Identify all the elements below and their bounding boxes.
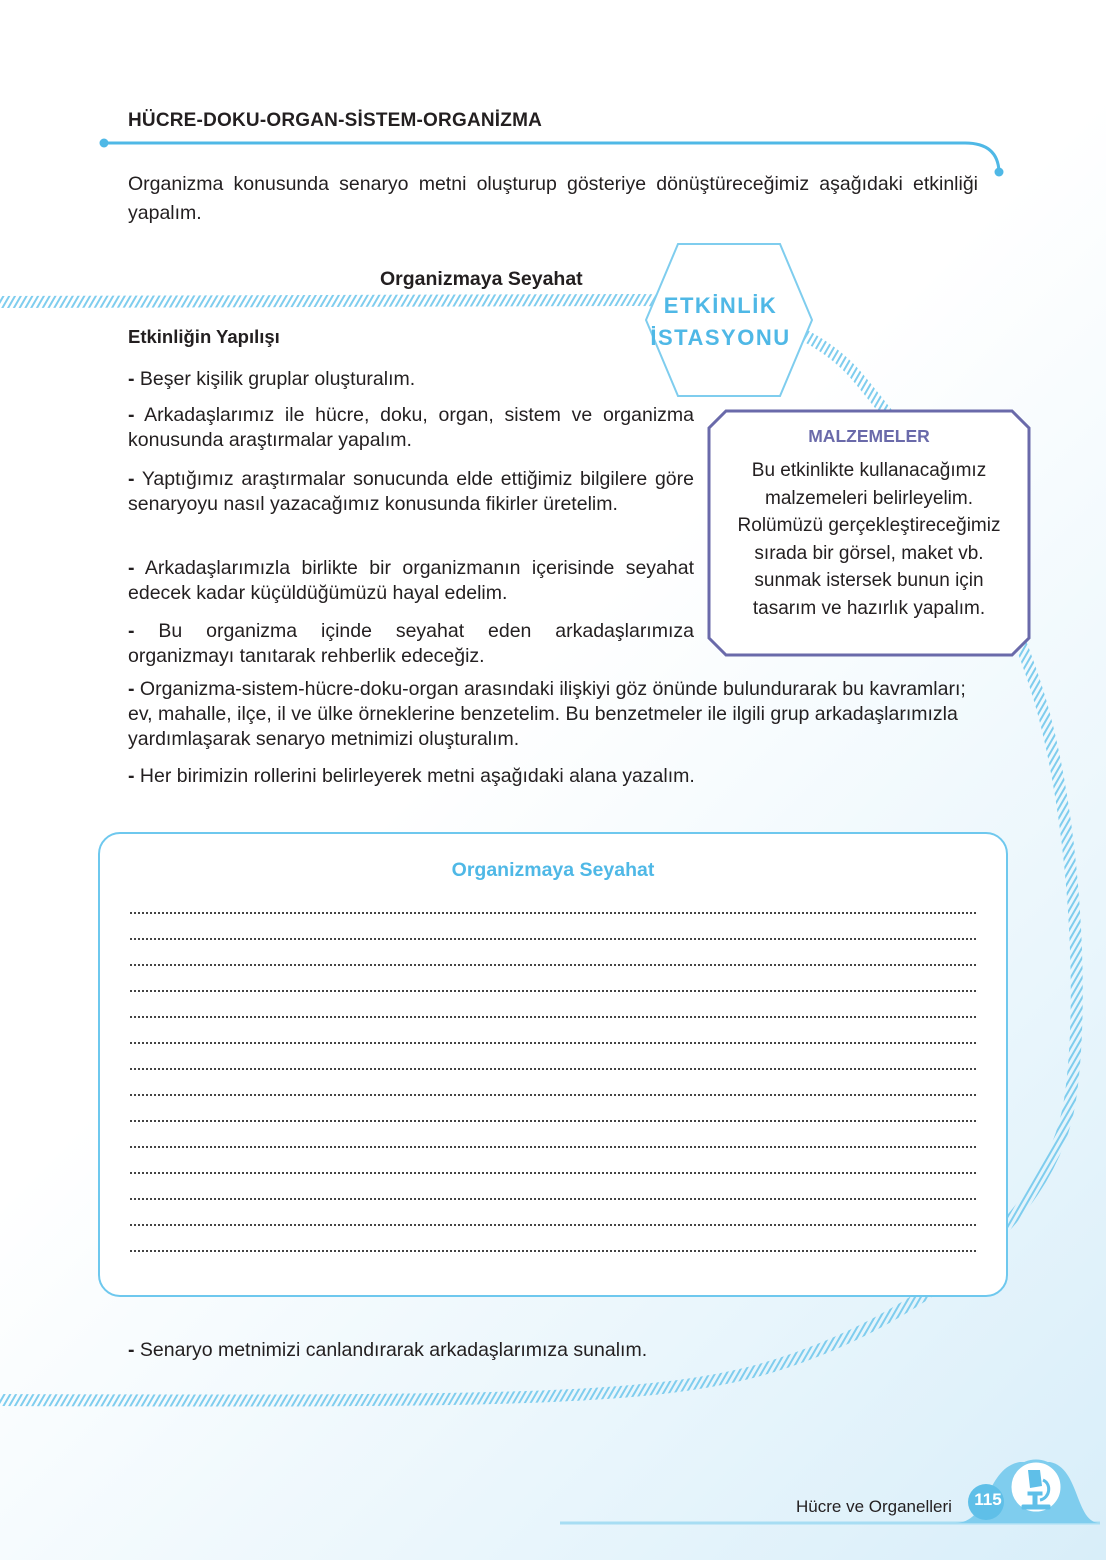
page-number: 115	[974, 1490, 1002, 1509]
step-dash: -	[128, 368, 135, 390]
step-5	[128, 619, 694, 669]
step-text: Organizma-sistem-hücre-doku-organ arasındaki ilişkiyi göz önünde bulundurarak bu kavramları; ev, mahalle, ilçe, il ve ülke örneklerine benzetelim. Bu benzetmeler ile ilgili grup arkadaşlarımızla yardımlaşarak senaryo metnimizi oluşturalım.	[128, 678, 966, 750]
writing-line[interactable]	[130, 1224, 976, 1226]
step-text: Her birimizin rollerini belirleyerek metni aşağıdaki alana yazalım.	[139, 765, 695, 787]
how-to-title: Etkinliğin Yapılışı	[128, 326, 280, 347]
step-4	[128, 556, 694, 606]
writing-area-title: Organizmaya Seyahat	[451, 859, 655, 881]
materials-title: MALZEMELER	[808, 426, 930, 446]
writing-line[interactable]	[130, 1198, 976, 1200]
step-6	[128, 677, 980, 752]
step-text: Arkadaşlarımızla birlikte bir organizmanın içerisinde seyahat edecek kadar küçüldüğümüzü hayal edelim.	[128, 557, 695, 604]
writing-line[interactable]	[130, 938, 976, 940]
step-3	[128, 467, 694, 517]
step-text: Yaptığımız araştırmalar sonucunda elde ettiğimiz bilgilere göre senaryoyu nasıl yazacağımız konusunda fikirler üretelim.	[128, 468, 694, 515]
step-dash: -	[128, 678, 135, 700]
writing-line[interactable]	[130, 1068, 976, 1070]
writing-line[interactable]	[130, 990, 976, 992]
writing-line[interactable]	[130, 1120, 976, 1122]
writing-line[interactable]	[130, 1250, 976, 1252]
writing-line[interactable]	[130, 1094, 976, 1096]
step-2	[128, 403, 694, 453]
final-step	[128, 1338, 647, 1363]
step-text: Beşer kişilik gruplar oluşturalım.	[139, 368, 416, 390]
writing-line[interactable]	[130, 1146, 976, 1148]
step-dash: -	[128, 557, 135, 579]
step-dash: -	[128, 620, 135, 642]
step-dash: -	[128, 468, 135, 490]
materials-box	[708, 410, 1030, 656]
step-dash: -	[128, 404, 135, 426]
writing-line[interactable]	[130, 912, 976, 914]
step-1	[128, 367, 694, 392]
badge-line-2: İSTASYONU	[650, 325, 791, 350]
writing-area	[98, 832, 1008, 1297]
step-dash: -	[128, 765, 135, 787]
badge-line-1: ETKİNLİK	[663, 293, 778, 318]
step-7	[128, 764, 980, 789]
activity-title: Organizmaya Seyahat	[380, 268, 583, 290]
writing-line[interactable]	[130, 1042, 976, 1044]
footer-chapter: Hücre ve Organelleri	[796, 1497, 952, 1516]
writing-line[interactable]	[130, 1016, 976, 1018]
writing-line[interactable]	[130, 1172, 976, 1174]
step-text: Senaryo metnimizi canlandırarak arkadaşlarımıza sunalım.	[139, 1339, 648, 1361]
step-text: Arkadaşlarımız ile hücre, doku, organ, sistem ve organizma konusunda araştırmalar yapalım.	[128, 404, 694, 451]
etkinlik-istasyonu-badge	[628, 290, 813, 354]
step-text: Bu organizma içinde seyahat eden arkadaşlarımıza organizmayı tanıtarak rehberlik edeceğiz.	[128, 620, 694, 667]
intro-paragraph: Organizma konusunda senaryo metni oluşturup gösteriye dönüştüreceğimiz aşağıdaki etkinliği yapalım.	[128, 173, 978, 224]
section-title: HÜCRE-DOKU-ORGAN-SİSTEM-ORGANİZMA	[128, 110, 543, 131]
step-dash: -	[128, 1339, 135, 1361]
writing-line[interactable]	[130, 964, 976, 966]
materials-text: Bu etkinlikte kullanacağımız malzemeleri belirleyelim. Rolümüzü gerçekleştireceğimiz sırada bir görsel, maket vb. sunmak istersek bunun için tasarım ve hazırlık yapalım.	[737, 460, 1001, 619]
